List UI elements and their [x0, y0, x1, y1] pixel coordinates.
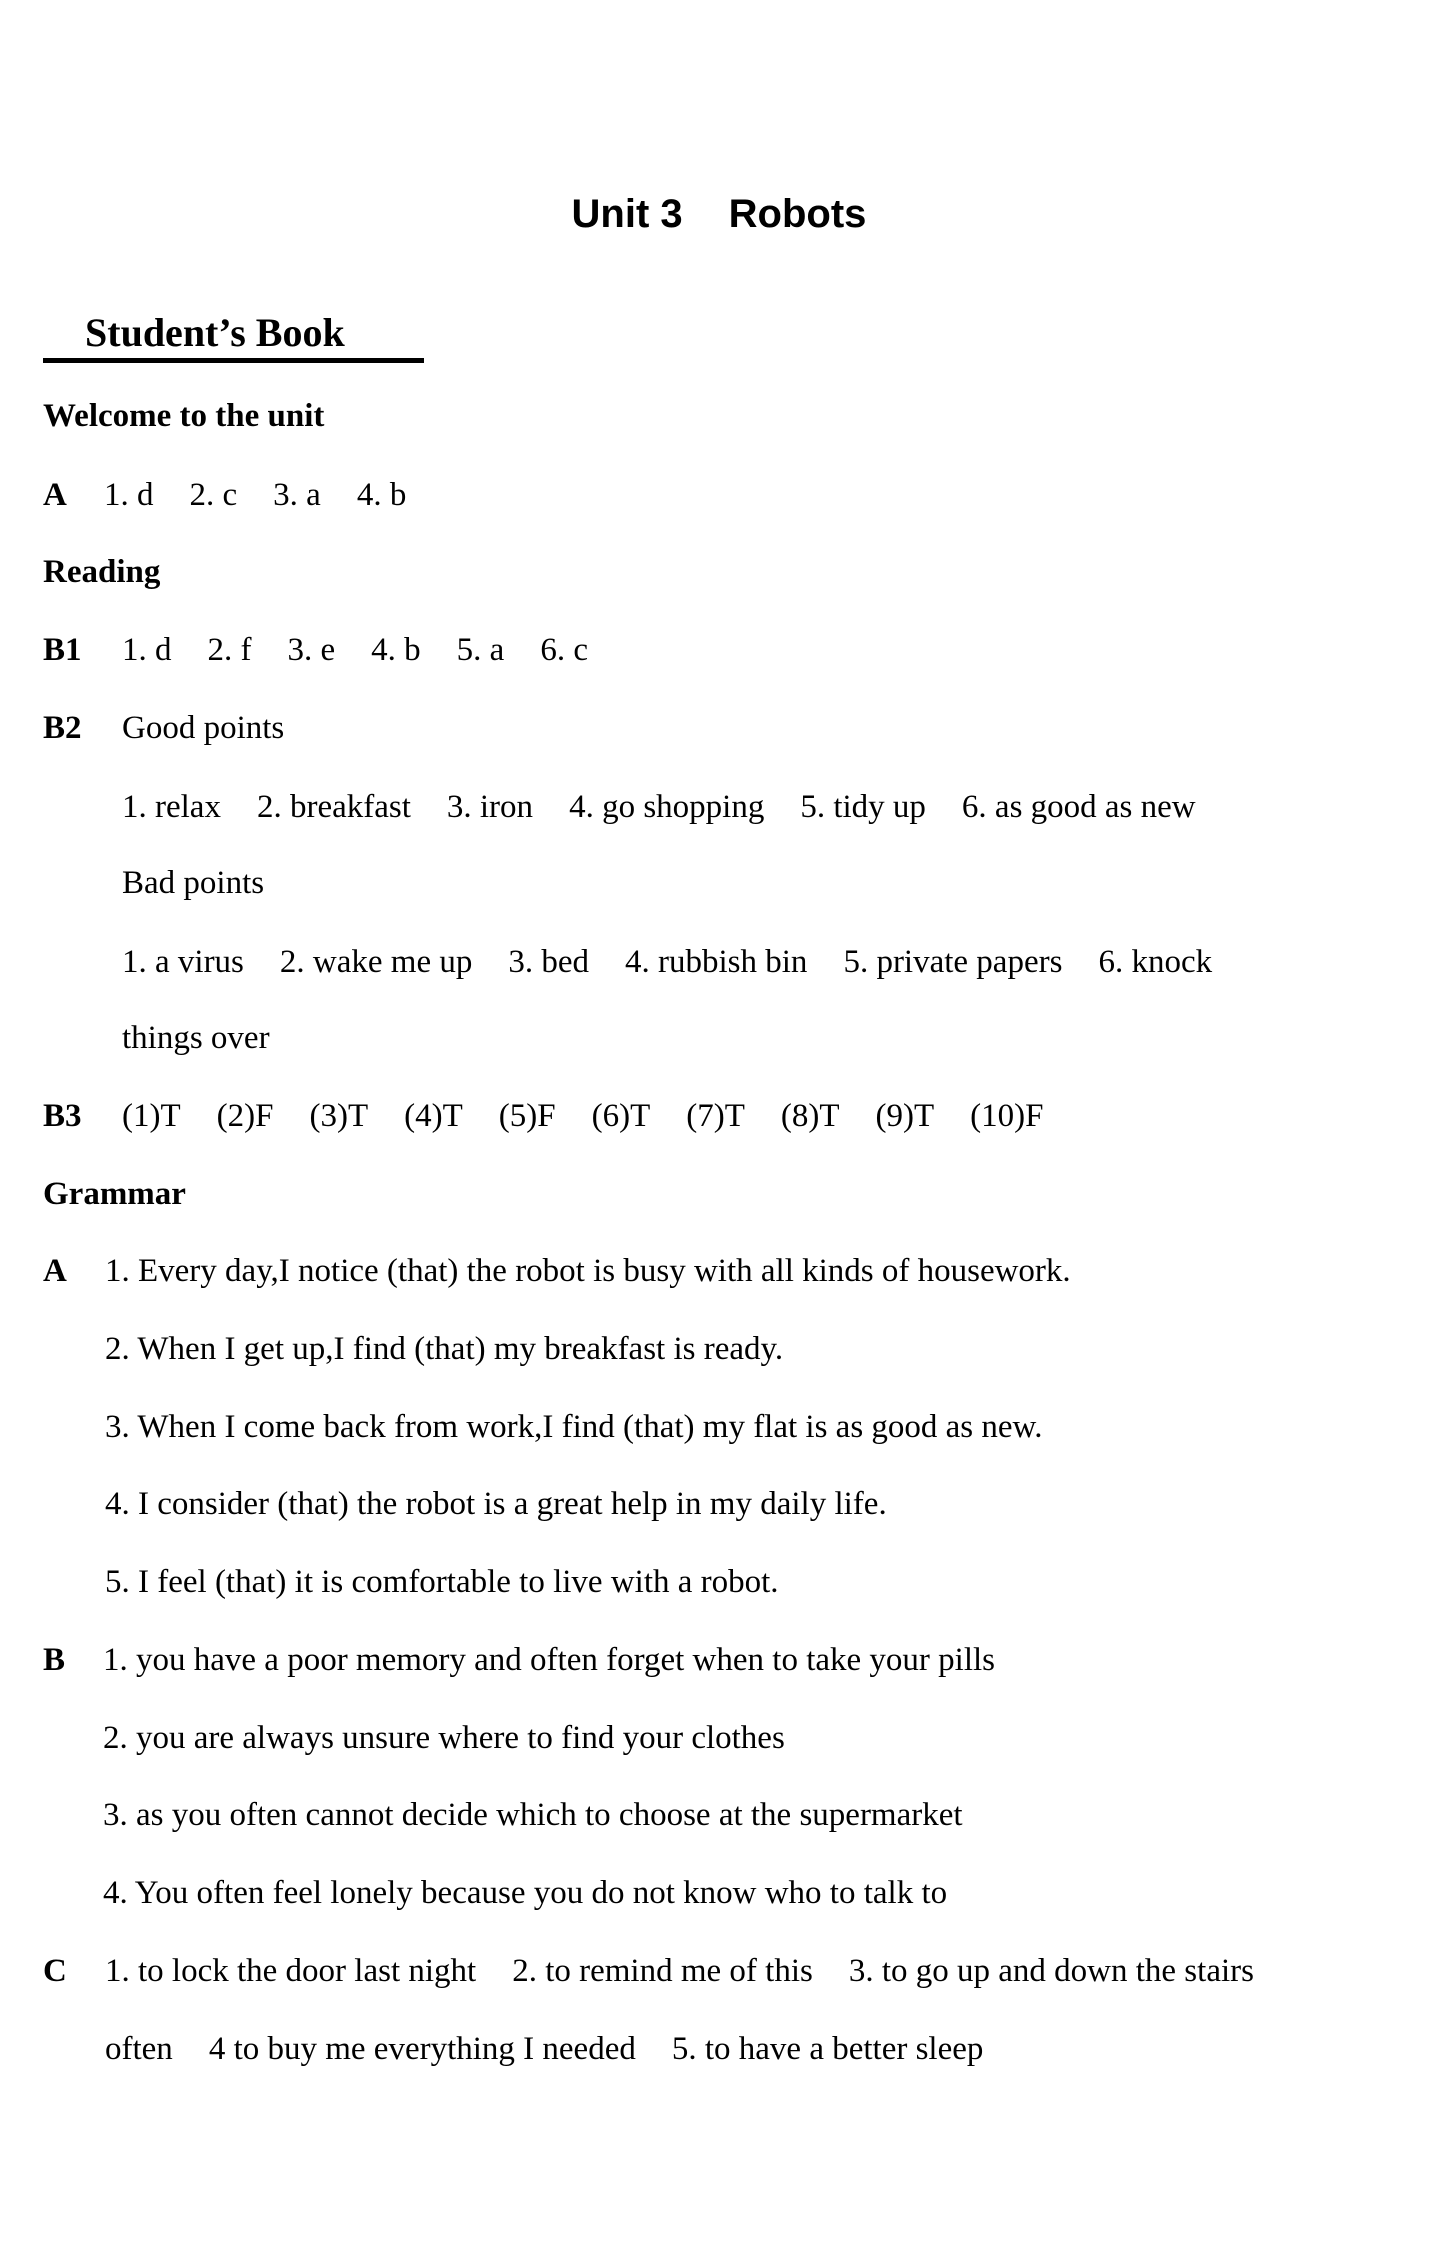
- answers: [122, 932, 1212, 992]
- answer: 4. You often feel lonely because you do not know who to talk to: [103, 1875, 948, 1911]
- subheading-good-points: Good points: [122, 710, 285, 746]
- answer: (9)T: [875, 1098, 935, 1134]
- section-heading: Welcome to the unit: [43, 398, 325, 434]
- answer: 5. a: [456, 632, 505, 668]
- answer: 4 to buy me everything I needed: [208, 2031, 636, 2067]
- answers: [105, 2019, 1019, 2079]
- answer: 2. breakfast: [256, 789, 411, 825]
- answer: 4. I consider (that) the robot is a great help in my daily life.: [105, 1486, 887, 1522]
- subheading-bad-points: Bad points: [122, 865, 265, 901]
- section-welcome: [0, 386, 1438, 446]
- answer: 1. to lock the door last night: [105, 1953, 477, 1989]
- answer-row-grammar-b: [0, 1863, 1438, 1923]
- answer: 5. I feel (that) it is comfortable to live with a robot.: [105, 1564, 779, 1600]
- answer: 1. a virus: [122, 944, 244, 980]
- answer: (1)T: [122, 1098, 181, 1134]
- answers: [122, 620, 624, 680]
- answer: 2. wake me up: [279, 944, 473, 980]
- answer: 2. When I get up,I find (that) my breakfast is ready.: [105, 1331, 784, 1367]
- answer: 1. d: [104, 477, 154, 513]
- answer-row-b3: [0, 1086, 1438, 1146]
- answer-row-b2-bad-cont: [0, 1008, 1438, 1068]
- question-label: C: [43, 1953, 67, 1989]
- answer: 2. f: [207, 632, 252, 668]
- answer-row-grammar-c: [0, 1941, 1438, 2001]
- answer-row-grammar-a: [0, 1241, 1438, 1301]
- answer: 3. When I come back from work,I find (that) my flat is as good as new.: [105, 1409, 1043, 1445]
- answers: [104, 465, 442, 525]
- section-heading: Reading: [43, 554, 161, 590]
- answer-row-welcome-a: [0, 465, 1438, 525]
- answer: 3. e: [287, 632, 336, 668]
- answer: (3)T: [309, 1098, 369, 1134]
- answer: 6. as good as new: [961, 789, 1196, 825]
- answer-row-grammar-c-cont: [0, 2019, 1438, 2079]
- answer: 1. d: [122, 632, 172, 668]
- answer-row-b2-bad: [0, 932, 1438, 992]
- section-reading: [0, 542, 1438, 602]
- answer-continuation: things over: [122, 1020, 270, 1056]
- answer-row-grammar-b: [0, 1630, 1438, 1690]
- section-heading: Grammar: [43, 1176, 186, 1212]
- answer: 2. to remind me of this: [512, 1953, 813, 1989]
- answer: 6. knock: [1098, 944, 1213, 980]
- question-label: A: [43, 477, 67, 513]
- answer-row-grammar-a: [0, 1319, 1438, 1379]
- answer-row-b1: [0, 620, 1438, 680]
- answer: (5)F: [498, 1098, 556, 1134]
- answer: 1. relax: [122, 789, 221, 825]
- answer-row-b2: [0, 698, 1438, 758]
- answer: 4. go shopping: [569, 789, 765, 825]
- answer: 3. a: [273, 477, 321, 513]
- answer: (8)T: [780, 1098, 840, 1134]
- unit-number: Unit 3: [571, 192, 683, 236]
- question-label: B: [43, 1642, 66, 1678]
- section-grammar: [0, 1164, 1438, 1224]
- unit-name: Robots: [728, 192, 867, 236]
- question-label: B2: [43, 710, 82, 746]
- answer: 1. Every day,I notice (that) the robot is busy with all kinds of housework.: [105, 1253, 1071, 1289]
- answer: 5. private papers: [843, 944, 1063, 980]
- question-label: B3: [43, 1098, 82, 1134]
- answer: 3. iron: [446, 789, 534, 825]
- answer: 3. to go up and down the stairs: [848, 1953, 1254, 1989]
- answer: often: [105, 2031, 173, 2067]
- answer: 5. to have a better sleep: [671, 2031, 984, 2067]
- answer-row-grammar-a: [0, 1397, 1438, 1457]
- answers: [122, 1086, 1044, 1146]
- answer: 1. you have a poor memory and often forget when to take your pills: [103, 1642, 995, 1678]
- answer: 4. b: [371, 632, 421, 668]
- answer: 2. you are always unsure where to find your clothes: [103, 1720, 785, 1756]
- answer: (2)F: [216, 1098, 274, 1134]
- answer: 4. b: [356, 477, 407, 513]
- answer: 6. c: [540, 632, 588, 668]
- answer: (10)F: [970, 1098, 1044, 1134]
- answer-row-b2-good: [0, 777, 1438, 837]
- answer-row-grammar-a: [0, 1552, 1438, 1612]
- answer-row-b2-bad-heading: [0, 853, 1438, 913]
- answer: 3. bed: [508, 944, 590, 980]
- answer-row-grammar-b: [0, 1785, 1438, 1845]
- answer-row-grammar-a: [0, 1474, 1438, 1534]
- page-title: [0, 190, 1438, 238]
- answer: 2. c: [189, 477, 238, 513]
- answer: 4. rubbish bin: [625, 944, 808, 980]
- answer: (6)T: [591, 1098, 651, 1134]
- answer: 5. tidy up: [800, 789, 926, 825]
- answer: (7)T: [686, 1098, 745, 1134]
- answer: (4)T: [404, 1098, 463, 1134]
- book-heading: Student’s Book: [85, 310, 345, 355]
- question-label: B1: [43, 632, 82, 668]
- answer: 3. as you often cannot decide which to choose at the supermarket: [103, 1797, 963, 1833]
- answers: [105, 1941, 1254, 2001]
- heading-underline: [43, 358, 424, 363]
- question-label: A: [43, 1253, 67, 1289]
- answer-row-grammar-b: [0, 1708, 1438, 1768]
- answers: [122, 777, 1196, 837]
